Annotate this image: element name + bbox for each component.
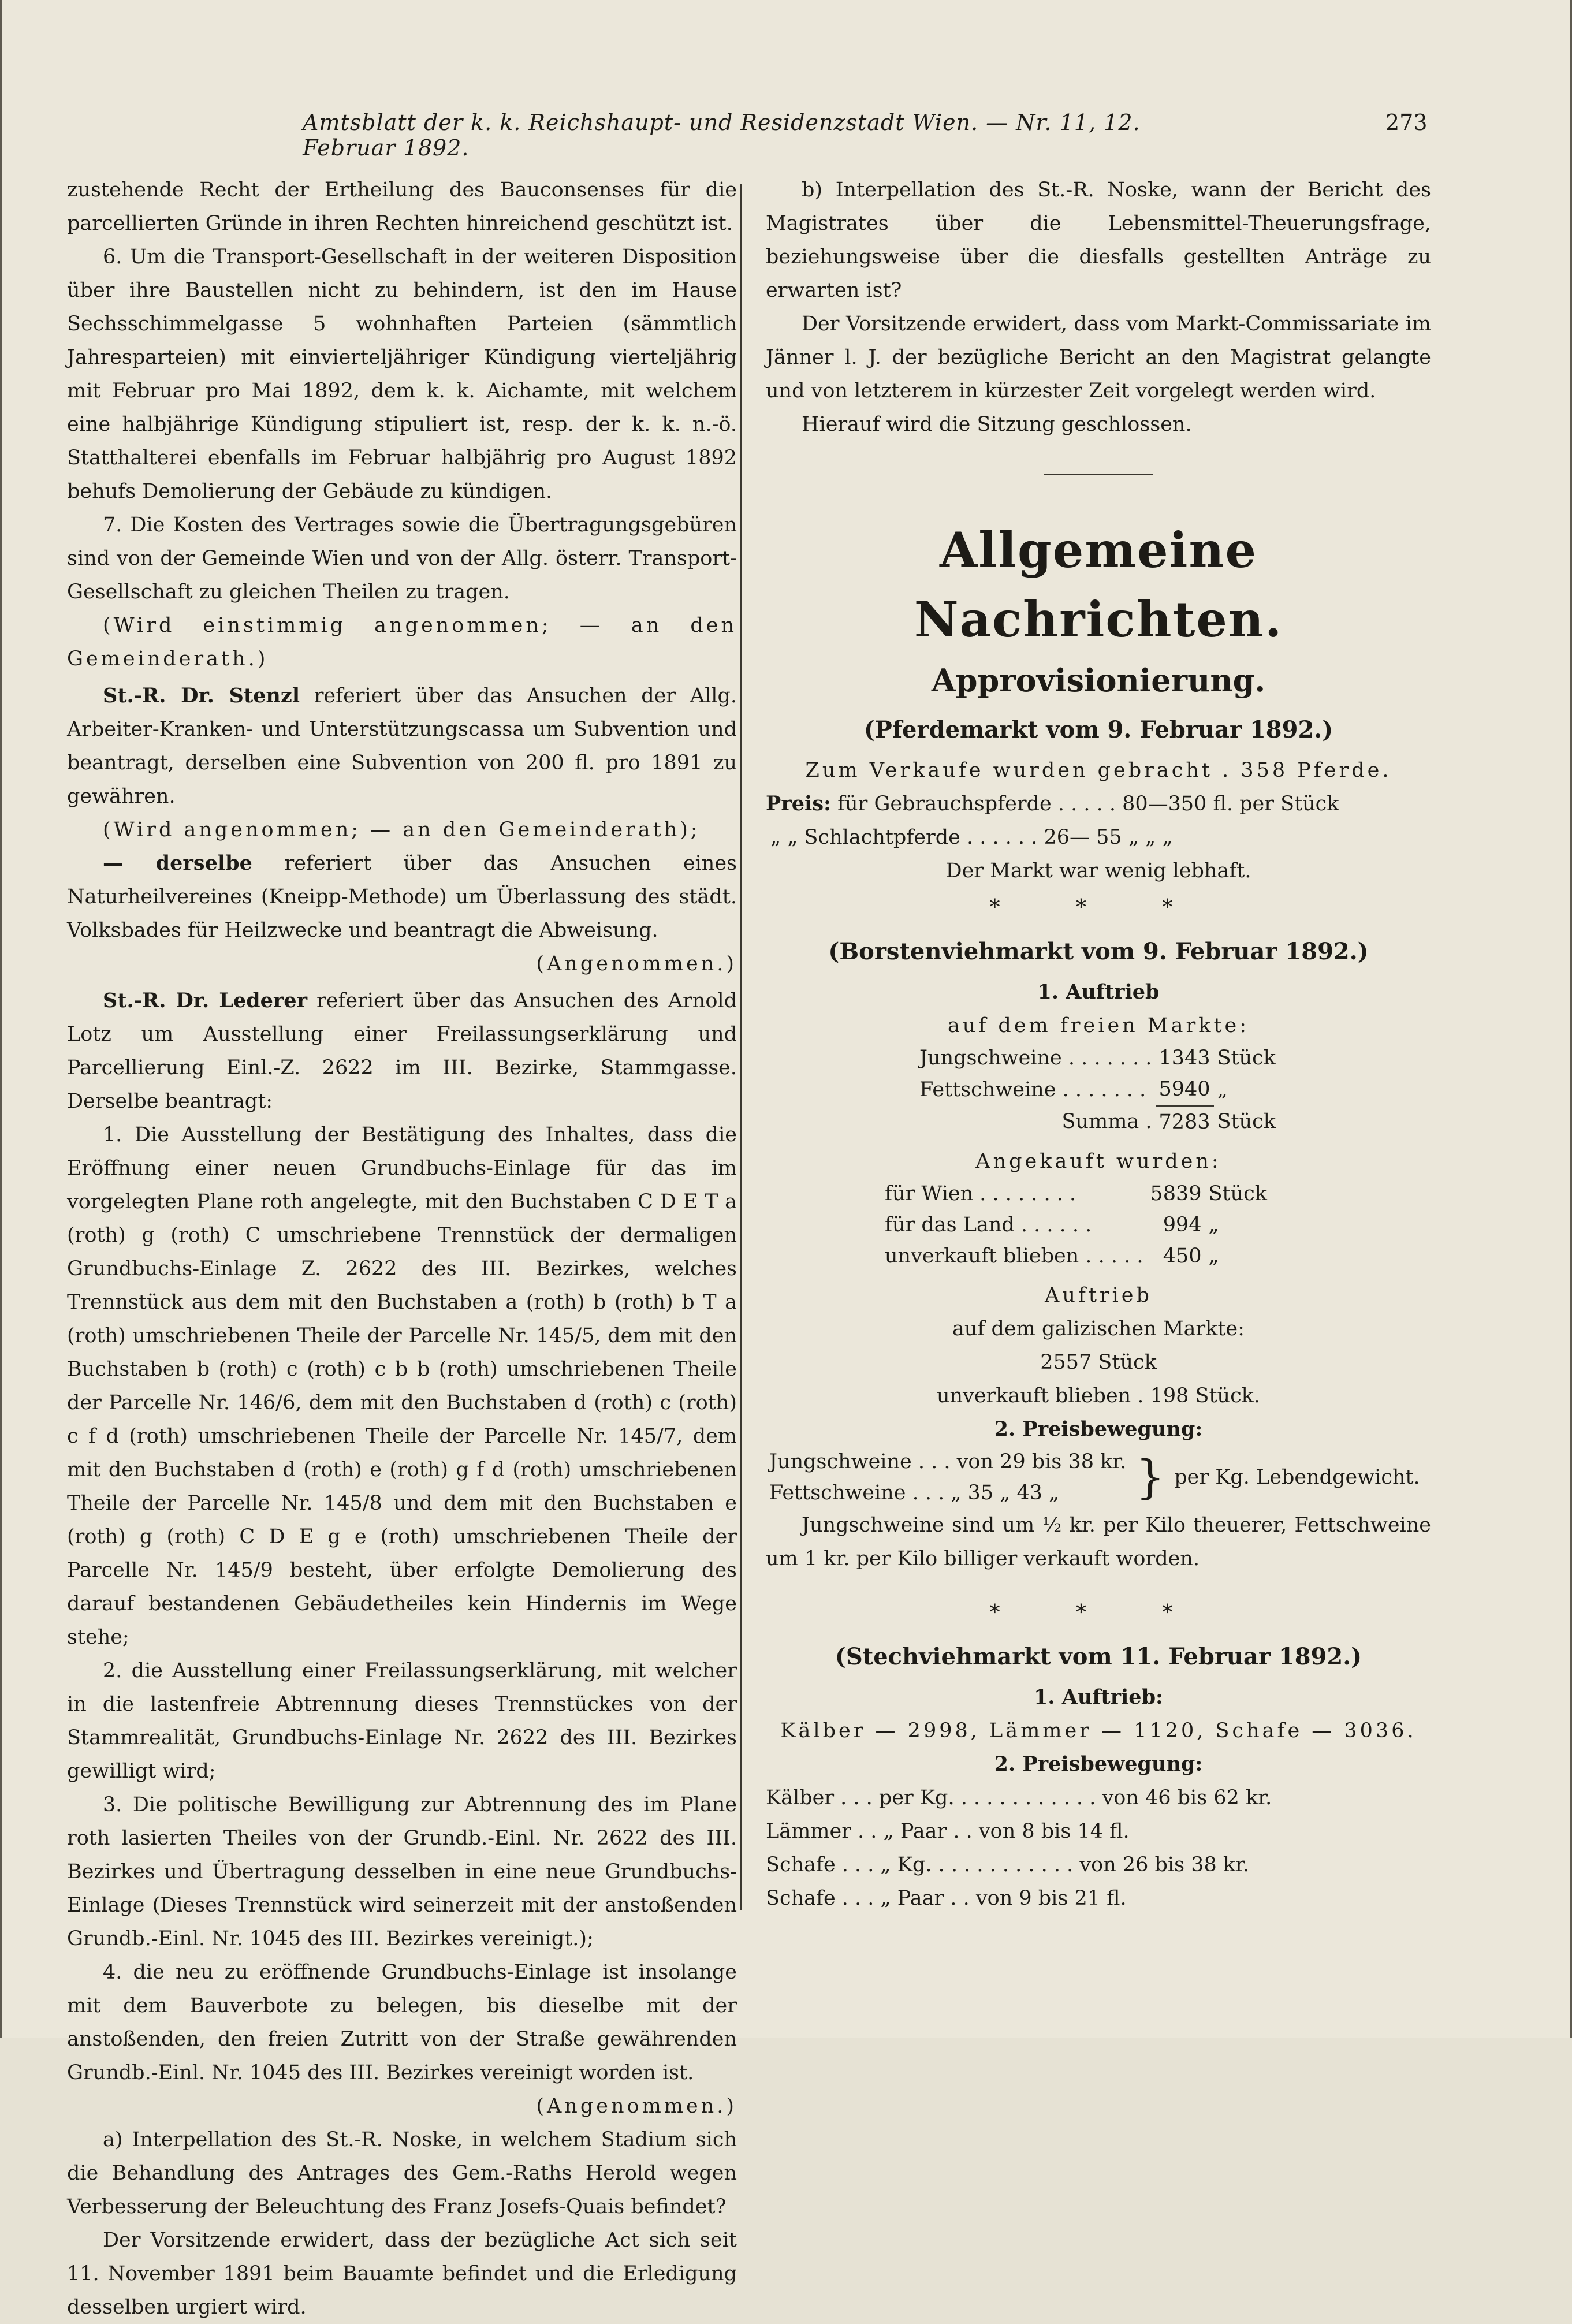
paragraph: Der Vorsitzende erwidert, dass der bezügliche Act sich seit 11. November 1891 beim Bauamte befindet und die Erledigung desselben urgiert wird. bbox=[67, 2229, 737, 2319]
table-row bbox=[916, 1074, 1279, 1106]
row-label: Jungschweine . . . von 29 bis 38 kr. bbox=[769, 1450, 1127, 1473]
separator-stars: * * * bbox=[989, 896, 1208, 919]
purchase-table bbox=[881, 1178, 1271, 1272]
table-row bbox=[881, 1241, 1271, 1272]
subheading: Angekauft wurden: bbox=[975, 1150, 1221, 1173]
resolution-note: (Angenommen.) bbox=[536, 952, 737, 975]
row-unit: Stück bbox=[1217, 1046, 1276, 1070]
speaker-name: St.-R. Dr. Lederer bbox=[103, 989, 308, 1012]
row-unit: „ bbox=[1208, 1245, 1219, 1268]
section-subtitle: Approvisionierung. bbox=[931, 662, 1266, 699]
count-line: 2557 Stück bbox=[1040, 1351, 1157, 1374]
row-unit: „ bbox=[1208, 1213, 1219, 1237]
price-row: Kälber . . . per Kg. . . . . . . . . . . . von 46 bis 62 kr. bbox=[766, 1786, 1272, 1809]
price-label: Preis: bbox=[766, 792, 831, 815]
price-text: „ Schlachtpferde . . . . . . 26— 55 „ „ „ bbox=[787, 826, 1173, 849]
resolution-note: (Wird angenommen; — an den Gemeinderath); bbox=[103, 818, 701, 841]
horse-price-row bbox=[766, 821, 1431, 854]
market-heading: (Pferdemarkt vom 9. Februar 1892.) bbox=[863, 716, 1333, 743]
price-label: „ bbox=[770, 826, 781, 849]
table-row bbox=[916, 1042, 1279, 1074]
row-unit: „ bbox=[1217, 1078, 1228, 1101]
brace: } bbox=[1135, 1450, 1165, 1504]
right-column bbox=[766, 173, 1431, 1915]
table-row bbox=[881, 1209, 1271, 1241]
paragraph: 1. Die Ausstellung der Bestätigung des Inhaltes, dass die Eröffnung einer neuen Grundbuchs-Einlage für das im vorgelegten Plane roth angelegte, mit den Buchstaben C D E T a (roth) g (roth) C umschriebene Trennstück der dermaligen Grundbuchs-Einlage Z. 2622 des III. Bezirkes, welches Trennstück aus dem mit den Buchstaben a (roth) b (roth) b T a (roth) umschriebenen Theile der Parcelle Nr. 145/5, dem mit den Buchstaben b (roth) c (roth) c b b (roth) umschriebenen Theile der Parcelle Nr. 146/6, dem mit den Buchstaben d (roth) c (roth) c f d (roth) umschriebenen Theile der Parcelle Nr. 145/7, dem mit den Buchstaben d (roth) e (roth) g f d (roth) umschriebenen Theile der Parcelle Nr. 145/8 und dem mit den Buchstaben e (roth) g (roth) C D E g e (roth) umschriebenen Theile der Parcelle Nr. 145/9 besteht, über erfolgte Demolierung des darauf bestandenen Gebäudetheiles kein Hindernis im Wege stehe; bbox=[67, 1123, 737, 1649]
row-label: für das Land . . . . . . bbox=[885, 1213, 1092, 1237]
paragraph: 4. die neu zu eröffnende Grundbuchs-Einlage ist insolange mit dem Bauverbote zu belegen, bis dieselbe mit der anstoßenden, den freien Zutritt von der Straße gewährenden Grundb.-Einl. Nr. 1045 des III. Bezirkes vereinigt worden ist. bbox=[67, 1961, 737, 2084]
paragraph-text: referiert über das Ansuchen der Allg. Arbeiter-Kranken- und Unterstützungscassa um Subvention und beantragt, derselben eine Subvention von 200 fl. pro 1891 zu gewähren. bbox=[67, 684, 737, 808]
price-note: per Kg. Lebendgewicht. bbox=[1174, 1466, 1420, 1489]
pig-price-table bbox=[766, 1446, 1424, 1509]
column-divider bbox=[740, 184, 742, 1910]
subheading: 1. Auftrieb bbox=[1037, 980, 1160, 1004]
row-label: Jungschweine . . . . . . . bbox=[919, 1046, 1152, 1070]
row-value: 5940 bbox=[1156, 1074, 1214, 1106]
paragraph: 7. Die Kosten des Vertrages sowie die Übertragungsgebüren sind von der Gemeinde Wien und von der Allg. österr. Transport-Gesellschaft zu gleichen Theilen zu tragen. bbox=[67, 513, 737, 604]
subheading: auf dem freien Markte: bbox=[947, 1014, 1250, 1037]
running-header: Amtsblatt der k. k. Reichshaupt- und Residenzstadt Wien. — Nr. 11, 12. Februar 1892. bbox=[303, 110, 1141, 161]
page-number: 273 bbox=[1385, 110, 1428, 135]
speaker-name: St.-R. Dr. Stenzl bbox=[103, 684, 300, 707]
row-value: 1343 bbox=[1158, 1046, 1210, 1070]
section-rule bbox=[1044, 474, 1153, 475]
subheading: 2. Preisbewegung: bbox=[994, 1752, 1203, 1776]
left-column bbox=[67, 173, 737, 2324]
row-value: 994 bbox=[1163, 1213, 1202, 1237]
separator-stars: * * * bbox=[989, 1601, 1208, 1625]
paragraph: 6. Um die Transport-Gesellschaft in der weiteren Disposition über ihre Baustellen nicht zu behindern, ist den im Hause Sechsschimmelgasse 5 wohnhaften Parteien (sämmtlich Jahresparteien) mit einvierteljähriger Kündigung vierteljährig mit Februar pro Mai 1892, dem k. k. Aichamte, mit welchem eine halbjährige Kündigung stipuliert ist, resp. der k. k. n.-ö. Statthalterei ebenfalls im Februar halbjährig pro August 1892 behufs Demolierung der Gebäude zu kündigen. bbox=[67, 245, 737, 503]
resolution-note: (Wird einstimmig angenommen; — an den Gemeinderath.) bbox=[67, 614, 737, 671]
paragraph bbox=[67, 984, 737, 1118]
paragraph: Der Vorsitzende erwidert, dass vom Markt-Commissariate im Jänner l. J. der bezügliche Bericht an den Magistrat gelangte und von letzterem in kürzester Zeit vorgelegt werden wird. bbox=[766, 312, 1431, 403]
count-line: Kälber — 2998, Lämmer — 1120, Schafe — 3036. bbox=[780, 1719, 1417, 1742]
horse-count-line: Zum Verkaufe wurden gebracht . 358 Pferde. bbox=[805, 759, 1392, 782]
row-unit: Stück bbox=[1217, 1110, 1276, 1134]
table-row bbox=[881, 1178, 1271, 1209]
paragraph: Hierauf wird die Sitzung geschlossen. bbox=[802, 413, 1192, 436]
price-row: Lämmer . . „ Paar . . von 8 bis 14 fl. bbox=[766, 1820, 1130, 1843]
subheading: 2. Preisbewegung: bbox=[994, 1417, 1203, 1441]
row-unit: Stück bbox=[1208, 1182, 1267, 1205]
row-label: für Wien . . . . . . . . bbox=[885, 1182, 1076, 1205]
supply-table bbox=[916, 1042, 1279, 1138]
row-value: 5839 bbox=[1150, 1182, 1202, 1205]
row-label: unverkauft blieben . . . . . bbox=[885, 1245, 1143, 1268]
speaker-name: — derselbe bbox=[103, 851, 252, 875]
row-label: Fettschweine . . . . . . . bbox=[919, 1078, 1146, 1101]
subheading: 1. Auftrieb: bbox=[1034, 1685, 1163, 1709]
paragraph-text: referiert über das Ansuchen eines Naturheilvereines (Kneipp-Methode) um Überlassung des städt. Volksbades für Heilzwecke und beantragt die Abweisung. bbox=[67, 852, 737, 942]
paragraph bbox=[67, 847, 737, 947]
paragraph: 3. Die politische Bewilligung zur Abtrennung des im Plane roth lasierten Theiles von der Grundb.-Einl. Nr. 2622 des III. Bezirkes und Übertragung desselben in eine neue Grundbuchs-Einlage (Dieses Trennstück wird seinerzeit mit der anstoßenden Grundb.-Einl. Nr. 1045 des III. Bezirkes vereinigt.); bbox=[67, 1793, 737, 1950]
paragraph: 2. die Ausstellung einer Freilassungserklärung, mit welcher in die lastenfreie Abtrennung dieses Trennstückes von der Stammrealität, Grundbuchs-Einlage Nr. 2622 des III. Bezirkes gewilligt wird; bbox=[67, 1659, 737, 1783]
paragraph: zustehende Recht der Ertheilung des Bauconsenses für die parcellierten Gründe in ihren Rechten hinreichend geschützt ist. bbox=[67, 178, 737, 235]
horse-price-row bbox=[766, 787, 1431, 821]
row-label: Fettschweine . . . „ 35 „ 43 „ bbox=[769, 1481, 1060, 1504]
subheading: auf dem galizischen Markte: bbox=[952, 1317, 1245, 1340]
paragraph: Jungschweine sind um ½ kr. per Kilo theuerer, Fettschweine um 1 kr. per Kilo billiger verkauft worden. bbox=[766, 1514, 1431, 1570]
row-label: Summa . bbox=[1061, 1110, 1152, 1134]
market-remark: Der Markt war wenig lebhaft. bbox=[945, 859, 1251, 882]
count-line: unverkauft blieben . 198 Stück. bbox=[936, 1384, 1261, 1407]
table-row bbox=[916, 1106, 1279, 1138]
market-heading: (Borstenviehmarkt vom 9. Februar 1892.) bbox=[828, 938, 1369, 965]
table-row bbox=[766, 1446, 1424, 1477]
row-value: 7283 bbox=[1158, 1111, 1210, 1134]
price-row: Schafe . . . „ Paar . . von 9 bis 21 fl. bbox=[766, 1887, 1127, 1910]
section-title: Allgemeine Nachrichten. bbox=[914, 522, 1283, 648]
row-value: 450 bbox=[1163, 1245, 1202, 1268]
paragraph: a) Interpellation des St.-R. Noske, in welchem Stadium sich die Behandlung des Antrages des Gem.-Raths Herold wegen Verbesserung der Beleuchtung des Franz Josefs-Quais befindet? bbox=[67, 2128, 737, 2218]
market-heading: (Stechviehmarkt vom 11. Februar 1892.) bbox=[835, 1643, 1362, 1670]
subheading: Auftrieb bbox=[1045, 1284, 1152, 1307]
price-row: Schafe . . . „ Kg. . . . . . . . . . . . von 26 bis 38 kr. bbox=[766, 1853, 1250, 1876]
paragraph: b) Interpellation des St.-R. Noske, wann der Bericht des Magistrates über die Lebensmittel-Theuerungsfrage, beziehungsweise über die diesfalls gestellten Anträge zu erwarten ist? bbox=[766, 178, 1431, 302]
price-text: für Gebrauchspferde . . . . . 80—350 fl. per Stück bbox=[837, 792, 1339, 815]
resolution-note: (Angenommen.) bbox=[536, 2095, 737, 2118]
paragraph-text: referiert über das Ansuchen des Arnold Lotz um Ausstellung einer Freilassungserklärung und Parcellierung Einl.-Z. 2622 im III. Bezirke, Stammgasse. Derselbe beantragt: bbox=[67, 989, 737, 1113]
paragraph bbox=[67, 679, 737, 813]
